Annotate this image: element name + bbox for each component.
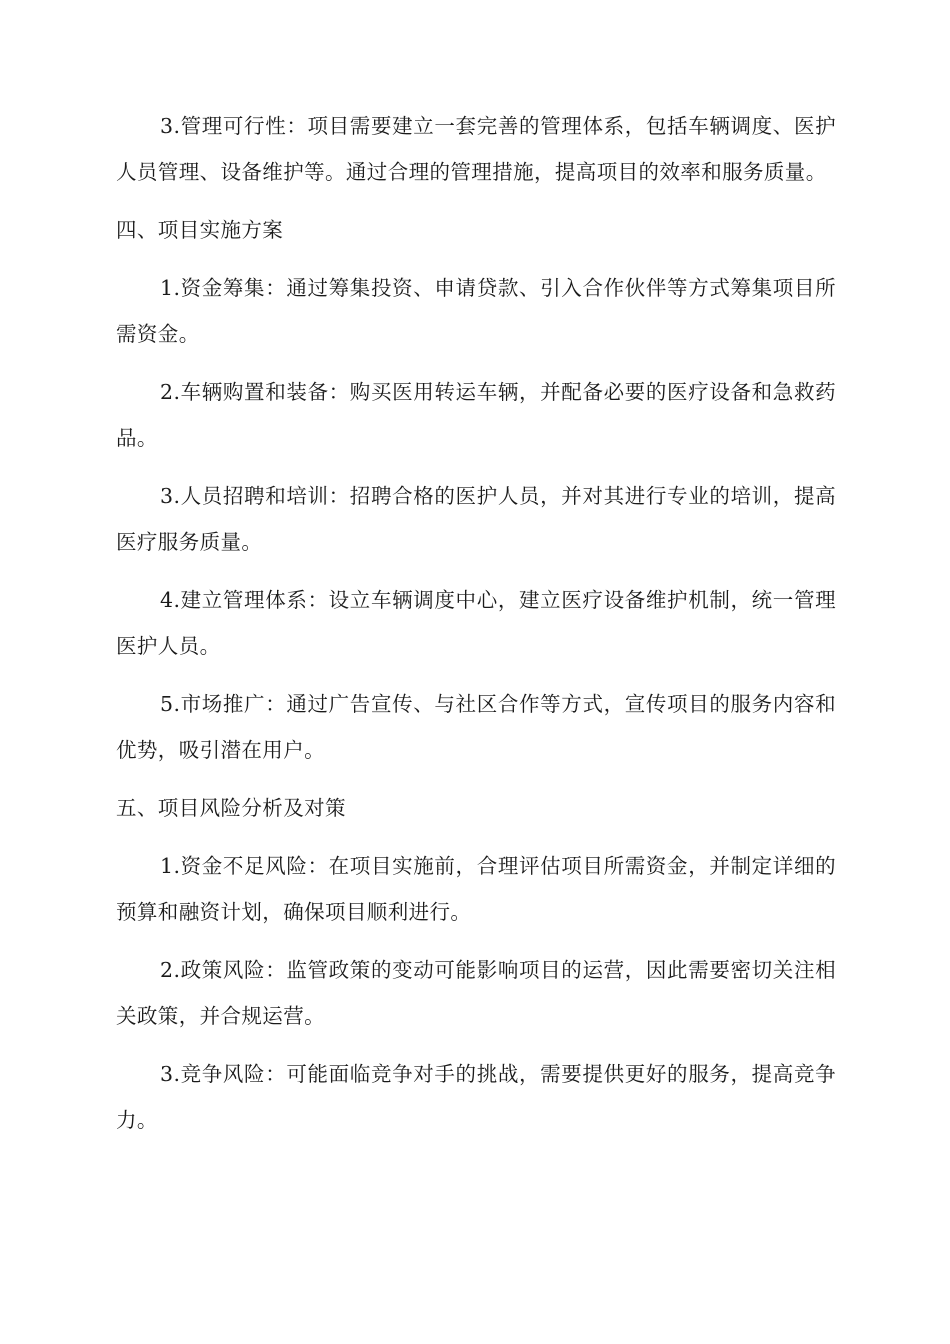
paragraph-fund-raising: 1.资金筹集：通过筹集投资、申请贷款、引入合作伙伴等方式筹集项目所需资金。	[116, 276, 836, 346]
paragraph-funding-risk: 1.资金不足风险：在项目实施前，合理评估项目所需资金，并制定详细的预算和融资计划，确保项目顺利进行。	[116, 854, 836, 924]
document-body	[116, 103, 836, 1155]
paragraph-management-system: 4.建立管理体系：设立车辆调度中心，建立医疗设备维护机制，统一管理医护人员。	[116, 588, 836, 658]
paragraph-vehicle-purchase: 2.车辆购置和装备：购买医用转运车辆，并配备必要的医疗设备和急救药品。	[116, 380, 836, 450]
section-heading-risk-analysis: 五、项目风险分析及对策	[116, 796, 346, 820]
paragraph-marketing: 5.市场推广：通过广告宣传、与社区合作等方式，宣传项目的服务内容和优势，吸引潜在用户。	[116, 692, 836, 762]
paragraph-management-feasibility: 3.管理可行性：项目需要建立一套完善的管理体系，包括车辆调度、医护人员管理、设备维护等。通过合理的管理措施，提高项目的效率和服务质量。	[116, 114, 836, 184]
paragraph-policy-risk: 2.政策风险：监管政策的变动可能影响项目的运营，因此需要密切关注相关政策，并合规运营。	[116, 958, 836, 1028]
paragraph-staff-recruitment: 3.人员招聘和培训：招聘合格的医护人员，并对其进行专业的培训，提高医疗服务质量。	[116, 484, 836, 554]
section-heading-implementation-plan: 四、项目实施方案	[116, 218, 284, 242]
paragraph-competition-risk: 3.竞争风险：可能面临竞争对手的挑战，需要提供更好的服务，提高竞争力。	[116, 1062, 836, 1132]
